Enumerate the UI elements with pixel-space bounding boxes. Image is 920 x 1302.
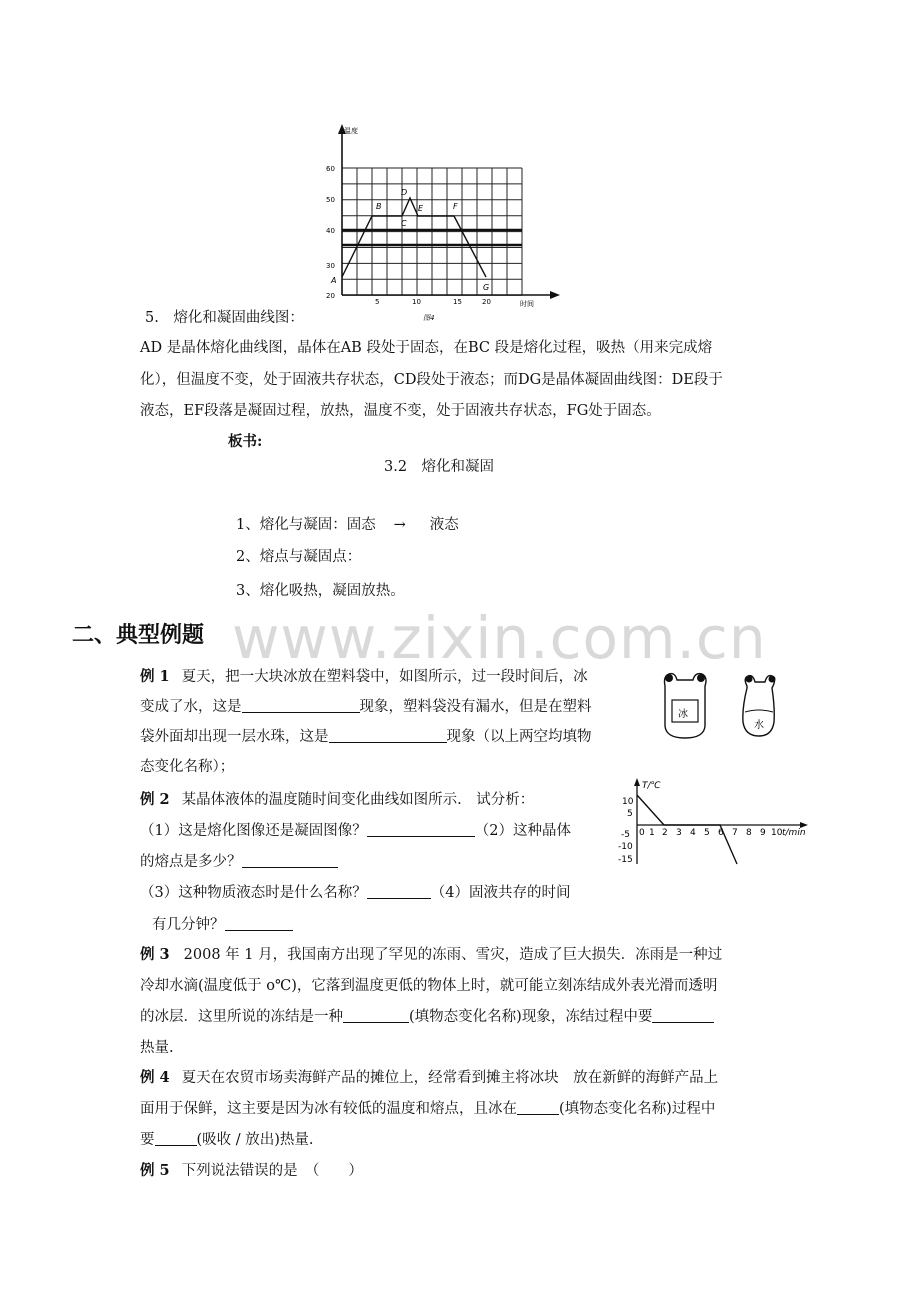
section5-line-3: 液态，EF段落是凝固过程，放热，温度不变，处于固液共存状态，FG处于固态。 <box>140 403 661 419</box>
fig4-xtick: 5 <box>375 298 380 306</box>
watermark: www.zixin.com.cn <box>232 604 767 672</box>
ex1-line-4: 态变化名称）； <box>140 759 235 775</box>
board-item-3: 3、熔化吸热，凝固放热。 <box>236 583 405 599</box>
ex2-origin: 0 <box>639 828 645 838</box>
ex4-line-2: 面用于保鲜，这主要是因为冰有较低的温度和熔点，且冰在 (填物态变化名称)过程中 <box>140 1101 716 1117</box>
ex2-ytick: -15 <box>618 855 633 865</box>
board-label: 板书: <box>228 433 263 450</box>
fig4-point-c: C <box>401 219 407 228</box>
fig4-ylabel: 温度 <box>344 127 358 135</box>
ex2-xtick: 4 <box>690 828 696 838</box>
ex2-xtick: 9 <box>760 828 766 838</box>
ex2-xtick: 5 <box>704 828 710 838</box>
fig4-point-a: A <box>331 276 337 285</box>
board-item-1-liquid: 液态 <box>429 517 459 533</box>
ex4-line-3: 要 (吸收 / 放出)热量. <box>140 1132 314 1148</box>
ex4-label: 例 4 <box>140 1069 170 1086</box>
ex3-line-3: 的冰层．这里所说的冻结是一种 (填物态变化名称)现象，冻结过程中要 <box>140 1007 714 1027</box>
fig4-x-arrow <box>550 291 560 299</box>
ex3-line-1: 例 3 2008 年 1 月，我国南方出现了罕见的冻雨、雪灾，造成了巨大损失．冻雨是一种过 <box>140 946 723 963</box>
fig4-ytick: 30 <box>326 262 335 270</box>
bag-ice-label: 冰 <box>678 709 688 720</box>
ex2-xtick: 10 <box>771 828 783 838</box>
ex4-line-1: 例 4 夏天在农贸市场卖海鲜产品的摊位上，经常看到摊主将冰块 放在新鲜的海鲜产品上 <box>140 1069 719 1086</box>
fig4-point-e: E <box>418 204 424 213</box>
ex1-line-2: 变成了水，这是 现象，塑料袋没有漏水，但是在塑料 <box>140 699 592 715</box>
ex1-blank-1[interactable] <box>242 698 360 713</box>
ex2-xtick: 7 <box>732 828 738 838</box>
ex2-blank-2[interactable] <box>242 853 338 868</box>
ex2-yticks <box>618 797 634 865</box>
fig4-point-g: G <box>483 283 490 292</box>
ex3-blank-1[interactable] <box>343 1008 409 1023</box>
fig4-grid <box>342 168 522 295</box>
ex4-blank-1[interactable] <box>517 1100 559 1115</box>
ex3-label: 例 3 <box>140 946 170 963</box>
ex2-ytick: 5 <box>627 809 633 819</box>
fig4-xticks <box>375 298 491 306</box>
fig4-ytick: 50 <box>326 196 335 204</box>
fig4-point-d: D <box>401 188 408 197</box>
ice-bag-illustration <box>655 664 780 746</box>
ex2-ytick: 10 <box>622 797 634 807</box>
fig4-xtick: 15 <box>453 298 462 306</box>
ex2-blank-3[interactable] <box>367 884 431 899</box>
ex2-xticks <box>639 828 783 838</box>
ex2-line-3: 的熔点是多少？ <box>140 852 338 872</box>
bag-water-label: 水 <box>754 720 764 731</box>
fig4-caption: 图4 <box>423 314 435 322</box>
ex2-blank-1[interactable] <box>367 822 475 837</box>
fig4-curve <box>342 198 486 277</box>
arrow-right-icon: → <box>393 517 406 533</box>
ex2-y-arrow <box>634 778 640 786</box>
ex2-line-1: 例 2 某晶体液体的温度随时间变化曲线如图所示. 试分析： <box>140 791 535 808</box>
ex2-blank-4[interactable] <box>225 916 293 931</box>
board-title: 3.2 熔化和凝固 <box>384 459 495 475</box>
ex1-label: 例 1 <box>140 668 170 685</box>
ex2-ytick: -10 <box>618 842 633 852</box>
fig4-ytick: 40 <box>326 227 335 235</box>
section5-line-2: 化），但温度不变，处于固液共存状态，CD段处于液态；而DG是晶体凝固曲线图：DE段于 <box>140 372 723 388</box>
section2-heading: 二、典型例题 <box>72 622 205 648</box>
melting-curve-figure <box>322 120 572 325</box>
ex2-xtick: 3 <box>676 828 682 838</box>
ex5-line-1: 例 5 下列说法错误的是 （ ） <box>140 1162 363 1179</box>
ex2-ytick: -5 <box>621 830 630 840</box>
board-item-1-text: 1、熔化与凝固：固态 <box>236 517 376 533</box>
ex2-xtick: 8 <box>746 828 752 838</box>
fig4-point-labels <box>330 188 489 292</box>
fig4-xtick: 20 <box>482 298 491 306</box>
ex2-ylabel: T/℃ <box>642 781 661 791</box>
section5-heading: 5. 熔化和凝固曲线图： <box>145 310 304 326</box>
ex2-line-5: 有几分钟？ <box>152 915 293 935</box>
fig4-point-f: F <box>453 202 458 211</box>
fig4-point-b: B <box>376 202 382 211</box>
ex2-line-4: （3）这种物质液态时是什么名称？ （4）固液共存的时间 <box>140 885 571 901</box>
ex3-line-4: 热量. <box>140 1040 174 1056</box>
ex2-xtick: 2 <box>662 828 668 838</box>
ex2-xtick: 1 <box>649 828 655 838</box>
fig4-ytick: 20 <box>326 292 335 300</box>
ex4-blank-2[interactable] <box>155 1131 197 1146</box>
ex1-line-1: 例 1 夏天，把一大块冰放在塑料袋中，如图所示，过一段时间后，冰 <box>140 668 588 685</box>
ex1-line-3: 袋外面却出现一层水珠，这是 现象（以上两空均填物 <box>140 729 592 745</box>
ex2-label: 例 2 <box>140 791 170 808</box>
ex2-xlabel: t/min <box>782 828 806 838</box>
ex2-xtick: 6 <box>718 828 724 838</box>
ex3-line-2: 冷却水滴(温度低于 o℃)，它落到温度更低的物体上时，就可能立刻冻结成外表光滑而透明 <box>140 978 718 994</box>
ex5-label: 例 5 <box>140 1162 170 1179</box>
section5-line-1: AD 是晶体熔化曲线图，晶体在AB 段处于固态，在BC 段是熔化过程，吸热（用来完成熔 <box>140 340 713 356</box>
ex1-blank-2[interactable] <box>329 728 447 743</box>
fig4-ytick: 60 <box>326 165 335 173</box>
board-item-2: 2、熔点与凝固点： <box>236 549 362 565</box>
ex2-line-2: （1）这是熔化图像还是凝固图像？ （2）这种晶体 <box>140 823 571 839</box>
cooling-curve-graph <box>612 776 822 866</box>
board-item-1 <box>236 515 459 535</box>
ex3-blank-2[interactable] <box>652 1008 714 1023</box>
fig4-xlabel: 时间 <box>520 300 534 308</box>
fig4-xtick: 10 <box>412 298 421 306</box>
